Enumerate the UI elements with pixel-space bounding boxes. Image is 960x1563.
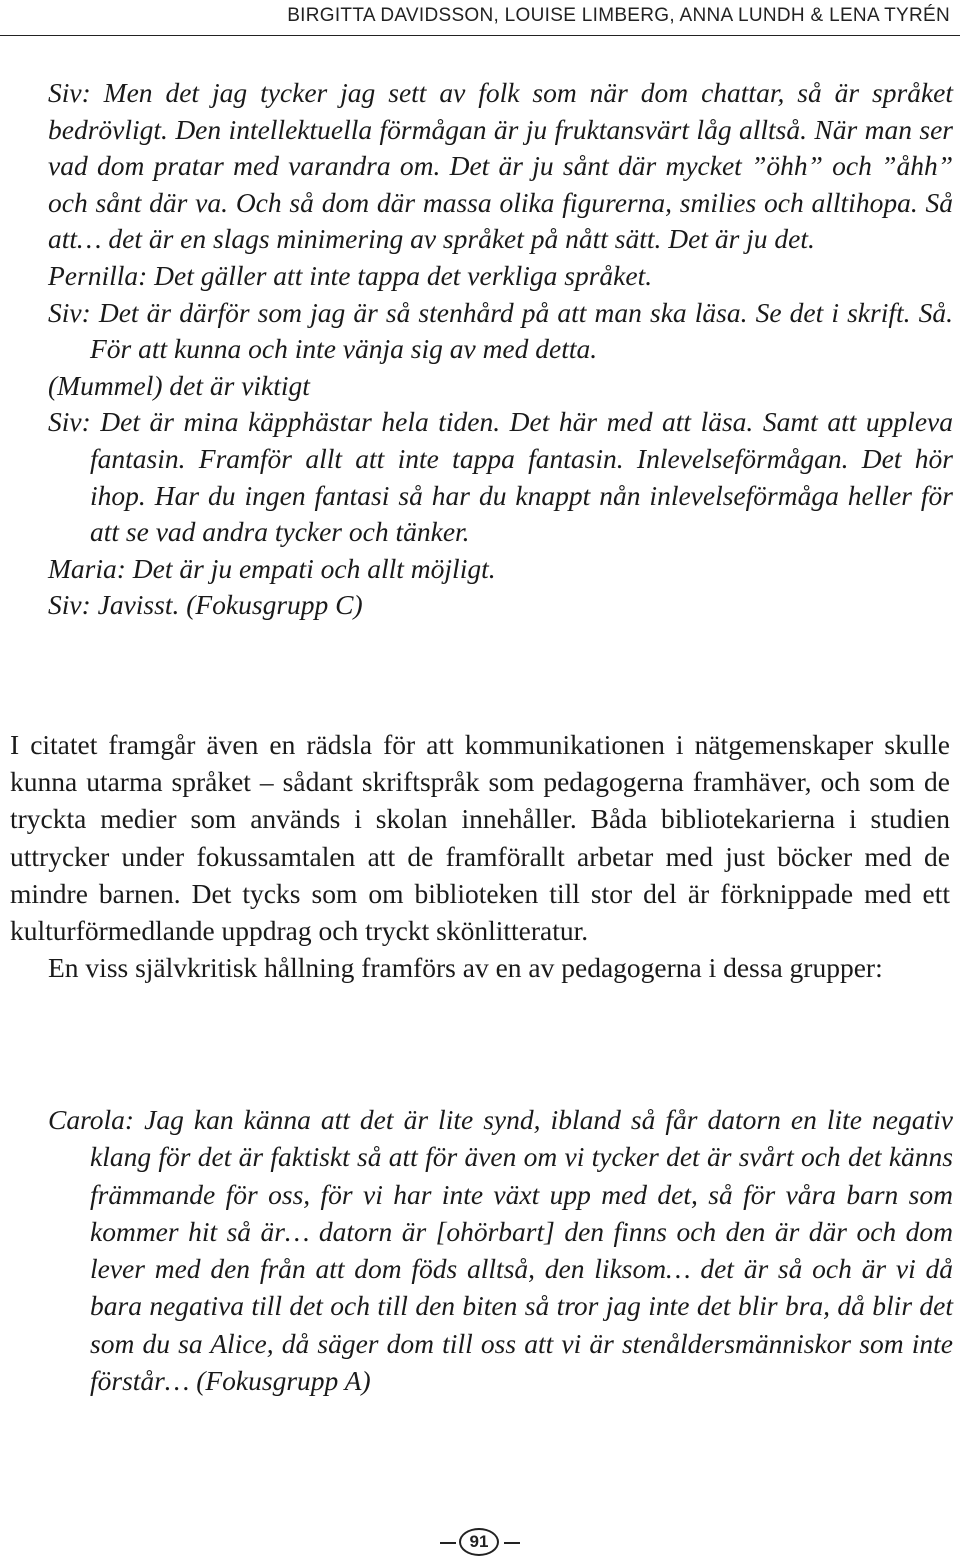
- quote-turn: Siv: Javisst. (Fokusgrupp C): [48, 589, 363, 621]
- running-head-authors: BIRGITTA DAVIDSSON, LOUISE LIMBERG, ANNA LUNDH & LENA TYRÉN: [287, 5, 950, 26]
- quote-turn: Siv: Det är därför som jag är så stenhård på att man ska läsa. Se det i skrift. Så. För att kunna och inte vänja sig av med detta.: [48, 296, 953, 365]
- quote-turn: Carola: Jag kan känna att det är lite synd, ibland så får datorn en lite negativ klang för det är faktiskt så att för även om vi tycker det är svårt och det känns främmande för oss, för vi har inte växt upp med det, så för våra barn som kommer hit så är… datorn är [ohörbart] den finns och den är där och dom lever med den från att dom föds alltså, den liksom… det är så och är vi då bara negativa till det och till den biten så tror jag inte det blir bra, då blir det som du sa Alice, då säger dom till oss att vi är stenåldersmänniskor som inte förstår… (Fokusgrupp A): [48, 1104, 953, 1397]
- focus-group-a-quote: [48, 1101, 953, 1399]
- running-head: [0, 0, 960, 36]
- focus-group-c-quote: [48, 75, 953, 624]
- body-paragraph: En viss självkritisk hållning framförs av en av pedagogerna i dessa grupper:: [48, 952, 883, 984]
- page-number-ornament: [440, 1528, 520, 1558]
- quote-turn: Pernilla: Det gäller att inte tappa det verkliga språket.: [48, 259, 653, 291]
- quote-turn: (Mummel) det är viktigt: [48, 369, 310, 401]
- body-paragraph: I citatet framgår även en rädsla för att kommunikationen i nätgemenskaper skulle kunna utarma språket – sådant skriftspråk som pedagogerna framhäver, och som de tryckta medier som används i skolan innehåller. Båda bibliotekarierna i studien uttrycker under fokussamtalen att de framförallt arbetar med just böcker med de mindre barnen. Det tycks som om biblioteken till stor del är förknippade med ett kulturförmedlande uppdrag och tryckt skönlitteratur.: [10, 729, 950, 947]
- folio-rule-right: [504, 1542, 520, 1544]
- quote-turn: Maria: Det är ju empati och allt möjligt.: [48, 552, 496, 584]
- quote-turn: Siv: Det är mina käpphästar hela tiden. Det här med att läsa. Samt att uppleva fantasin. Framför allt att inte tappa fantasin. Inlevelseförmågan. Det hör ihop. Har du ingen fantasi så har du knappt nån inlevelseförmåga heller för att se vad andra tycker och tänker.: [48, 406, 953, 548]
- quote-turn: Siv: Men det jag tycker jag sett av folk som när dom chattar, så är språket bedrövligt. Den intellektuella förmågan är ju fruktansvärt låg alltså. När man ser vad dom pratar med varandra om. Det är ju sånt där mycket ”öhh” och ”åhh” och sånt där va. Och så dom där massa olika figurerna, smilies och alltihopa. Så att… det är en slags minimering av språket på nått sätt. Det är ju det.: [48, 77, 953, 255]
- body-text: [10, 726, 950, 986]
- folio-rule-left: [440, 1542, 456, 1544]
- page-number: 91: [469, 1532, 489, 1551]
